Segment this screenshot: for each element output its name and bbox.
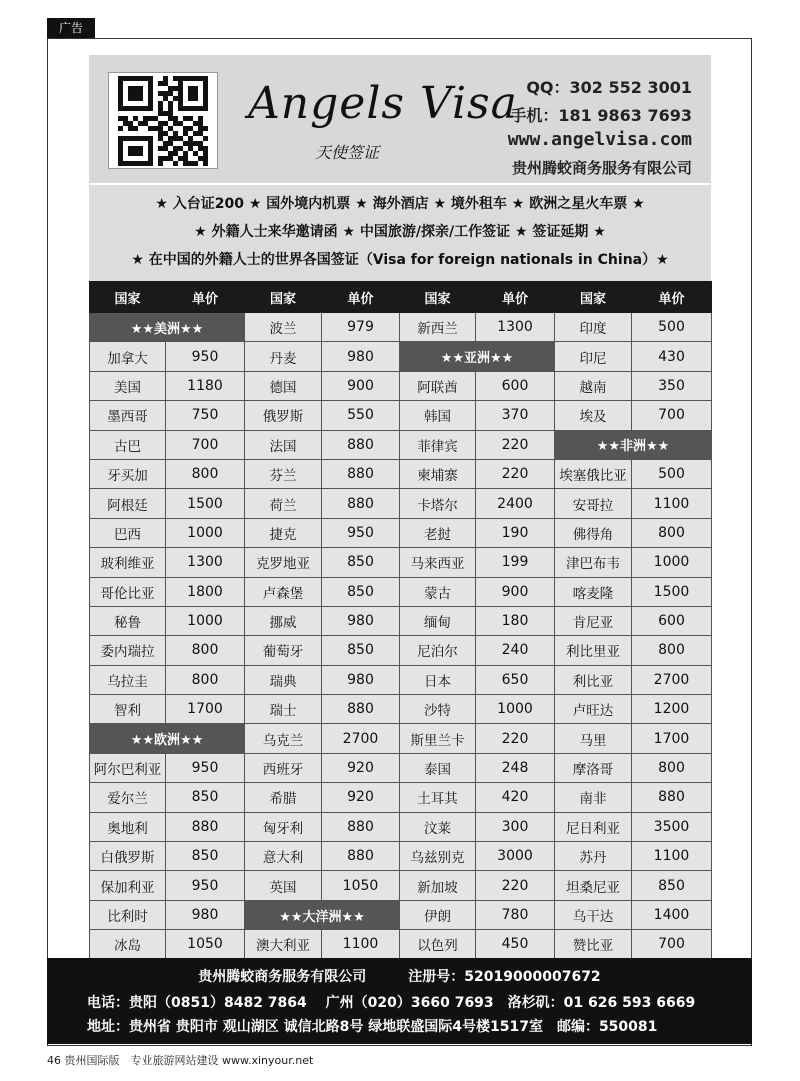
price-cell: 880 bbox=[322, 842, 400, 871]
price-cell: 800 bbox=[166, 636, 245, 665]
price-cell: 700 bbox=[632, 930, 712, 959]
country-cell: 摩洛哥 bbox=[555, 753, 632, 782]
country-cell: 哥伦比亚 bbox=[90, 577, 166, 606]
country-cell: 日本 bbox=[400, 665, 476, 694]
table-row bbox=[90, 724, 712, 753]
price-cell: 880 bbox=[322, 695, 400, 724]
country-cell: 俄罗斯 bbox=[245, 401, 322, 430]
col-header-country: 国家 bbox=[245, 282, 322, 313]
country-cell: 津巴布韦 bbox=[555, 548, 632, 577]
country-cell: 新加坡 bbox=[400, 871, 476, 900]
price-cell: 1500 bbox=[632, 577, 712, 606]
country-cell: 汶莱 bbox=[400, 812, 476, 841]
price-cell: 880 bbox=[322, 812, 400, 841]
country-cell: 新西兰 bbox=[400, 313, 476, 342]
price-cell: 950 bbox=[322, 518, 400, 547]
footer-company-reg: 贵州腾蛟商务服务有限公司 注册号：52019000007672 bbox=[198, 969, 601, 985]
price-cell: 1100 bbox=[632, 842, 712, 871]
country-cell: 利比里亚 bbox=[555, 636, 632, 665]
price-cell: 920 bbox=[322, 753, 400, 782]
country-cell: 白俄罗斯 bbox=[90, 842, 166, 871]
table-row bbox=[90, 371, 712, 400]
price-cell: 220 bbox=[476, 459, 555, 488]
price-cell: 190 bbox=[476, 518, 555, 547]
country-cell: 爱尔兰 bbox=[90, 783, 166, 812]
country-cell: 挪威 bbox=[245, 606, 322, 635]
price-cell: 248 bbox=[476, 753, 555, 782]
price-cell: 900 bbox=[322, 371, 400, 400]
country-cell: 蒙古 bbox=[400, 577, 476, 606]
table-row bbox=[90, 489, 712, 518]
price-cell: 1700 bbox=[166, 695, 245, 724]
country-cell: 墨西哥 bbox=[90, 401, 166, 430]
price-cell: 800 bbox=[166, 665, 245, 694]
country-cell: 南非 bbox=[555, 783, 632, 812]
country-cell: 法国 bbox=[245, 430, 322, 459]
price-cell: 880 bbox=[322, 459, 400, 488]
price-cell: 980 bbox=[322, 342, 400, 371]
table-row bbox=[90, 812, 712, 841]
table-row bbox=[90, 930, 712, 959]
price-cell: 370 bbox=[476, 401, 555, 430]
country-cell: 坦桑尼亚 bbox=[555, 871, 632, 900]
price-cell: 350 bbox=[632, 371, 712, 400]
price-cell: 750 bbox=[166, 401, 245, 430]
price-cell: 500 bbox=[632, 459, 712, 488]
price-cell: 1300 bbox=[166, 548, 245, 577]
price-cell: 3000 bbox=[476, 842, 555, 871]
price-cell: 3500 bbox=[632, 812, 712, 841]
table-row bbox=[90, 842, 712, 871]
country-cell: 阿根廷 bbox=[90, 489, 166, 518]
ad-tag: 广告 bbox=[47, 18, 95, 38]
country-cell: 乌干达 bbox=[555, 900, 632, 929]
page-footer: 46 贵州国际版 专业旅游网站建设 www.xinyour.net bbox=[47, 1054, 314, 1067]
region-header: ★★大洋洲★★ bbox=[245, 900, 400, 929]
country-cell: 芬兰 bbox=[245, 459, 322, 488]
price-cell: 980 bbox=[166, 900, 245, 929]
country-cell: 西班牙 bbox=[245, 753, 322, 782]
price-cell: 950 bbox=[166, 342, 245, 371]
table-row bbox=[90, 548, 712, 577]
country-cell: 以色列 bbox=[400, 930, 476, 959]
qr-code-icon bbox=[108, 72, 218, 169]
country-cell: 牙买加 bbox=[90, 459, 166, 488]
price-cell: 850 bbox=[322, 548, 400, 577]
country-cell: 越南 bbox=[555, 371, 632, 400]
company-name: 贵州腾蛟商务服务有限公司 bbox=[511, 159, 692, 177]
price-cell: 550 bbox=[322, 401, 400, 430]
price-cell: 800 bbox=[632, 636, 712, 665]
col-header-country: 国家 bbox=[400, 282, 476, 313]
country-cell: 伊朗 bbox=[400, 900, 476, 929]
country-cell: 波兰 bbox=[245, 313, 322, 342]
price-cell: 1200 bbox=[632, 695, 712, 724]
price-cell: 2700 bbox=[632, 665, 712, 694]
visa-price-table bbox=[89, 281, 712, 960]
table-header-row bbox=[90, 282, 712, 313]
price-cell: 220 bbox=[476, 871, 555, 900]
country-cell: 赞比亚 bbox=[555, 930, 632, 959]
price-cell: 800 bbox=[632, 518, 712, 547]
price-cell: 850 bbox=[322, 577, 400, 606]
table-row bbox=[90, 753, 712, 782]
country-cell: 秘鲁 bbox=[90, 606, 166, 635]
table-row bbox=[90, 401, 712, 430]
country-cell: 英国 bbox=[245, 871, 322, 900]
col-header-country: 国家 bbox=[555, 282, 632, 313]
qq-number: QQ：302 552 3001 bbox=[526, 78, 692, 97]
price-cell: 979 bbox=[322, 313, 400, 342]
price-cell: 1000 bbox=[166, 606, 245, 635]
price-cell: 800 bbox=[166, 459, 245, 488]
country-cell: 卡塔尔 bbox=[400, 489, 476, 518]
country-cell: 缅甸 bbox=[400, 606, 476, 635]
country-cell: 乌克兰 bbox=[245, 724, 322, 753]
country-cell: 肯尼亚 bbox=[555, 606, 632, 635]
country-cell: 加拿大 bbox=[90, 342, 166, 371]
price-cell: 1400 bbox=[632, 900, 712, 929]
price-cell: 1180 bbox=[166, 371, 245, 400]
ad-footer bbox=[47, 958, 752, 1044]
price-cell: 880 bbox=[322, 430, 400, 459]
services-list bbox=[89, 190, 711, 282]
mobile-number: 手机：181 9863 7693 bbox=[510, 106, 692, 125]
country-cell: 德国 bbox=[245, 371, 322, 400]
col-header-country: 国家 bbox=[90, 282, 166, 313]
region-header: ★★欧洲★★ bbox=[90, 724, 245, 753]
price-cell: 900 bbox=[476, 577, 555, 606]
country-cell: 希腊 bbox=[245, 783, 322, 812]
country-cell: 利比亚 bbox=[555, 665, 632, 694]
table-row bbox=[90, 900, 712, 929]
price-cell: 1000 bbox=[632, 548, 712, 577]
country-cell: 佛得角 bbox=[555, 518, 632, 547]
price-cell: 220 bbox=[476, 430, 555, 459]
price-cell: 650 bbox=[476, 665, 555, 694]
price-cell: 1500 bbox=[166, 489, 245, 518]
price-cell: 950 bbox=[166, 753, 245, 782]
country-cell: 卢森堡 bbox=[245, 577, 322, 606]
country-cell: 泰国 bbox=[400, 753, 476, 782]
website-url: www.angelvisa.com bbox=[507, 129, 692, 150]
footer-phones: 电话：贵阳（0851）8482 7864 广州（020）3660 7693 洛杉矶：01 626 593 6669 bbox=[87, 995, 696, 1011]
country-cell: 葡萄牙 bbox=[245, 636, 322, 665]
country-cell: 卢旺达 bbox=[555, 695, 632, 724]
country-cell: 马来西亚 bbox=[400, 548, 476, 577]
price-cell: 920 bbox=[322, 783, 400, 812]
region-header: ★★非洲★★ bbox=[555, 430, 712, 459]
table-row bbox=[90, 783, 712, 812]
country-cell: 瑞典 bbox=[245, 665, 322, 694]
price-cell: 300 bbox=[476, 812, 555, 841]
col-header-price: 单价 bbox=[322, 282, 400, 313]
price-cell: 1700 bbox=[632, 724, 712, 753]
service-line: ★ 在中国的外籍人士的世界各国签证（Visa for foreign nationals in China）★ bbox=[131, 252, 669, 268]
country-cell: 尼日利亚 bbox=[555, 812, 632, 841]
country-cell: 澳大利亚 bbox=[245, 930, 322, 959]
price-cell: 1000 bbox=[476, 695, 555, 724]
col-header-price: 单价 bbox=[166, 282, 245, 313]
country-cell: 意大利 bbox=[245, 842, 322, 871]
country-cell: 比利时 bbox=[90, 900, 166, 929]
price-cell: 880 bbox=[632, 783, 712, 812]
country-cell: 瑞士 bbox=[245, 695, 322, 724]
service-line: ★ 外籍人士来华邀请函 ★ 中国旅游/探亲/工作签证 ★ 签证延期 ★ bbox=[194, 224, 606, 240]
price-cell: 880 bbox=[322, 489, 400, 518]
price-cell: 1300 bbox=[476, 313, 555, 342]
country-cell: 美国 bbox=[90, 371, 166, 400]
price-cell: 1800 bbox=[166, 577, 245, 606]
price-cell: 1100 bbox=[322, 930, 400, 959]
brand-logo-cn: 天使签证 bbox=[315, 143, 380, 162]
table-row bbox=[90, 459, 712, 488]
country-cell: 巴西 bbox=[90, 518, 166, 547]
table-row bbox=[90, 430, 712, 459]
price-cell: 430 bbox=[632, 342, 712, 371]
country-cell: 阿尔巴利亚 bbox=[90, 753, 166, 782]
country-cell: 老挝 bbox=[400, 518, 476, 547]
service-line: ★ 入台证200 ★ 国外境内机票 ★ 海外酒店 ★ 境外租车 ★ 欧洲之星火车票 ★ bbox=[155, 196, 645, 212]
table-row bbox=[90, 518, 712, 547]
country-cell: 埃塞俄比亚 bbox=[555, 459, 632, 488]
price-cell: 600 bbox=[632, 606, 712, 635]
price-cell: 2700 bbox=[322, 724, 400, 753]
country-cell: 克罗地亚 bbox=[245, 548, 322, 577]
country-cell: 柬埔寨 bbox=[400, 459, 476, 488]
country-cell: 匈牙利 bbox=[245, 812, 322, 841]
price-cell: 1050 bbox=[166, 930, 245, 959]
price-cell: 199 bbox=[476, 548, 555, 577]
price-cell: 880 bbox=[166, 812, 245, 841]
col-header-price: 单价 bbox=[476, 282, 555, 313]
price-cell: 980 bbox=[322, 606, 400, 635]
col-header-price: 单价 bbox=[632, 282, 712, 313]
price-cell: 1100 bbox=[632, 489, 712, 518]
price-cell: 850 bbox=[166, 842, 245, 871]
country-cell: 智利 bbox=[90, 695, 166, 724]
country-cell: 乌兹别克 bbox=[400, 842, 476, 871]
country-cell: 委内瑞拉 bbox=[90, 636, 166, 665]
price-cell: 180 bbox=[476, 606, 555, 635]
country-cell: 捷克 bbox=[245, 518, 322, 547]
country-cell: 阿联酋 bbox=[400, 371, 476, 400]
brand-logo: Angels Visa bbox=[248, 78, 518, 129]
price-cell: 800 bbox=[632, 753, 712, 782]
table-row bbox=[90, 577, 712, 606]
country-cell: 土耳其 bbox=[400, 783, 476, 812]
footer-address: 地址：贵州省 贵阳市 观山湖区 诚信北路8号 绿地联盛国际4号楼1517室 邮编：550081 bbox=[87, 1019, 658, 1035]
country-cell: 安哥拉 bbox=[555, 489, 632, 518]
table-row bbox=[90, 695, 712, 724]
country-cell: 埃及 bbox=[555, 401, 632, 430]
table-row bbox=[90, 636, 712, 665]
country-cell: 尼泊尔 bbox=[400, 636, 476, 665]
region-header: ★★美洲★★ bbox=[90, 313, 245, 342]
country-cell: 韩国 bbox=[400, 401, 476, 430]
price-cell: 1050 bbox=[322, 871, 400, 900]
country-cell: 菲律宾 bbox=[400, 430, 476, 459]
price-cell: 980 bbox=[322, 665, 400, 694]
country-cell: 乌拉圭 bbox=[90, 665, 166, 694]
price-cell: 850 bbox=[322, 636, 400, 665]
price-cell: 1000 bbox=[166, 518, 245, 547]
price-cell: 600 bbox=[476, 371, 555, 400]
country-cell: 苏丹 bbox=[555, 842, 632, 871]
price-cell: 420 bbox=[476, 783, 555, 812]
country-cell: 马里 bbox=[555, 724, 632, 753]
table-row bbox=[90, 313, 712, 342]
price-cell: 2400 bbox=[476, 489, 555, 518]
country-cell: 丹麦 bbox=[245, 342, 322, 371]
price-cell: 220 bbox=[476, 724, 555, 753]
country-cell: 玻利维亚 bbox=[90, 548, 166, 577]
price-cell: 500 bbox=[632, 313, 712, 342]
country-cell: 印尼 bbox=[555, 342, 632, 371]
country-cell: 奥地利 bbox=[90, 812, 166, 841]
country-cell: 荷兰 bbox=[245, 489, 322, 518]
country-cell: 古巴 bbox=[90, 430, 166, 459]
price-cell: 240 bbox=[476, 636, 555, 665]
price-cell: 850 bbox=[632, 871, 712, 900]
price-cell: 950 bbox=[166, 871, 245, 900]
price-cell: 450 bbox=[476, 930, 555, 959]
table-row bbox=[90, 606, 712, 635]
table-row bbox=[90, 342, 712, 371]
table-row bbox=[90, 871, 712, 900]
price-cell: 850 bbox=[166, 783, 245, 812]
country-cell: 印度 bbox=[555, 313, 632, 342]
country-cell: 保加利亚 bbox=[90, 871, 166, 900]
country-cell: 沙特 bbox=[400, 695, 476, 724]
region-header: ★★亚洲★★ bbox=[400, 342, 555, 371]
country-cell: 喀麦隆 bbox=[555, 577, 632, 606]
country-cell: 冰岛 bbox=[90, 930, 166, 959]
price-cell: 700 bbox=[166, 430, 245, 459]
table-row bbox=[90, 665, 712, 694]
price-cell: 700 bbox=[632, 401, 712, 430]
country-cell: 斯里兰卡 bbox=[400, 724, 476, 753]
price-cell: 780 bbox=[476, 900, 555, 929]
